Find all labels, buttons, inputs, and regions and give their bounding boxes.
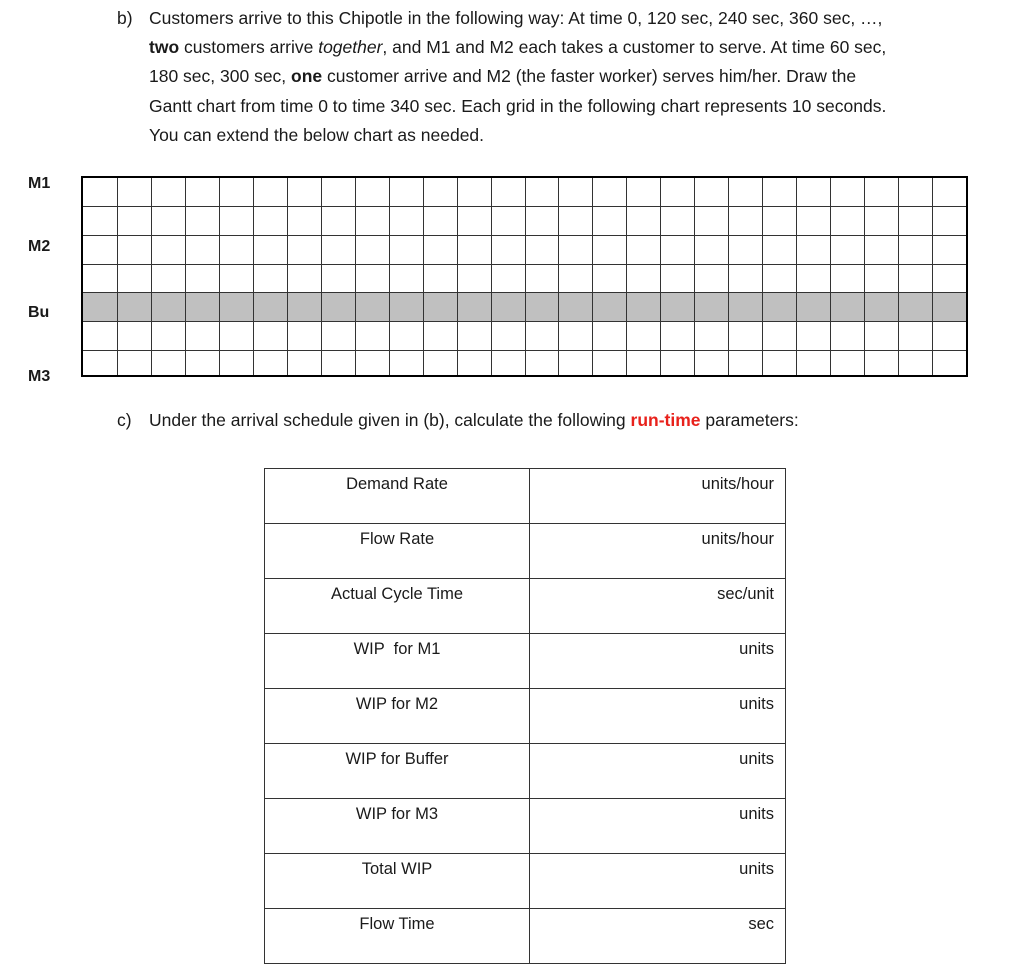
question-b-line-2-mid: customers arrive — [179, 37, 319, 58]
parameter-name: WIP for M3 — [265, 799, 530, 854]
row-label-m3: M3 — [28, 368, 51, 385]
table-row — [265, 524, 786, 579]
table-row — [265, 909, 786, 964]
row-label-buffer: Bu — [28, 304, 50, 321]
question-b-label: b) — [117, 8, 133, 28]
parameter-answer-cell[interactable]: sec — [530, 909, 786, 964]
parameter-name: Total WIP — [265, 854, 530, 909]
emphasis-two: two — [149, 37, 180, 58]
parameter-answer-cell[interactable]: units — [530, 744, 786, 799]
parameter-name: Flow Time — [265, 909, 530, 964]
parameter-name: WIP for M2 — [265, 689, 530, 744]
parameter-answer-cell[interactable]: units/hour — [530, 524, 786, 579]
table-row — [265, 634, 786, 689]
table-row — [265, 799, 786, 854]
row-label-m1: M1 — [28, 175, 51, 192]
parameter-answer-cell[interactable]: sec/unit — [530, 579, 786, 634]
question-b-line-1: Customers arrive to this Chipotle in the following way: At time 0, 120 sec, 240 sec, 360 sec, …, — [149, 8, 883, 28]
table-row — [265, 744, 786, 799]
table-row — [265, 854, 786, 909]
table-row — [265, 689, 786, 744]
parameter-answer-cell[interactable]: units — [530, 854, 786, 909]
gantt-chart-grid[interactable] — [81, 176, 968, 377]
emphasis-one: one — [291, 66, 323, 87]
question-c-text-end: parameters: — [700, 410, 799, 430]
parameter-name: WIP for M1 — [265, 634, 530, 689]
emphasis-run-time: run-time — [630, 410, 701, 430]
question-c-label: c) — [117, 410, 132, 430]
buffer-shaded-row — [83, 292, 966, 321]
parameter-name: Actual Cycle Time — [265, 579, 530, 634]
question-c-text — [149, 410, 799, 431]
question-b-text — [149, 4, 999, 150]
question-b-line-4: Gantt chart from time 0 to time 340 sec. Each grid in the following chart represents 10 seconds. — [149, 95, 887, 116]
parameter-name: Flow Rate — [265, 524, 530, 579]
parameter-answer-cell[interactable]: units — [530, 689, 786, 744]
runtime-parameters-table — [264, 468, 786, 964]
row-label-m2: M2 — [28, 238, 51, 255]
parameter-name: WIP for Buffer — [265, 744, 530, 799]
parameter-answer-cell[interactable]: units/hour — [530, 469, 786, 524]
parameter-answer-cell[interactable]: units — [530, 634, 786, 689]
table-row — [265, 579, 786, 634]
table-row — [265, 469, 786, 524]
question-b-line-5: You can extend the below chart as needed. — [149, 124, 485, 145]
question-c-text-start: Under the arrival schedule given in (b), calculate the following — [149, 410, 631, 430]
parameter-name: Demand Rate — [265, 469, 530, 524]
question-b-line-3 — [149, 62, 999, 91]
question-b-line-2-end: , and M1 and M2 each takes a customer to serve. At time 60 sec, — [382, 37, 887, 58]
question-b-line-3-start: 180 sec, 300 sec, — [149, 66, 292, 87]
parameter-answer-cell[interactable]: units — [530, 799, 786, 854]
question-b-line-2 — [149, 33, 999, 62]
question-b-line-3-end: customer arrive and M2 (the faster worker) serves him/her. Draw the — [322, 66, 857, 87]
gantt-grid-svg — [83, 178, 966, 375]
emphasis-together: together — [318, 37, 383, 58]
